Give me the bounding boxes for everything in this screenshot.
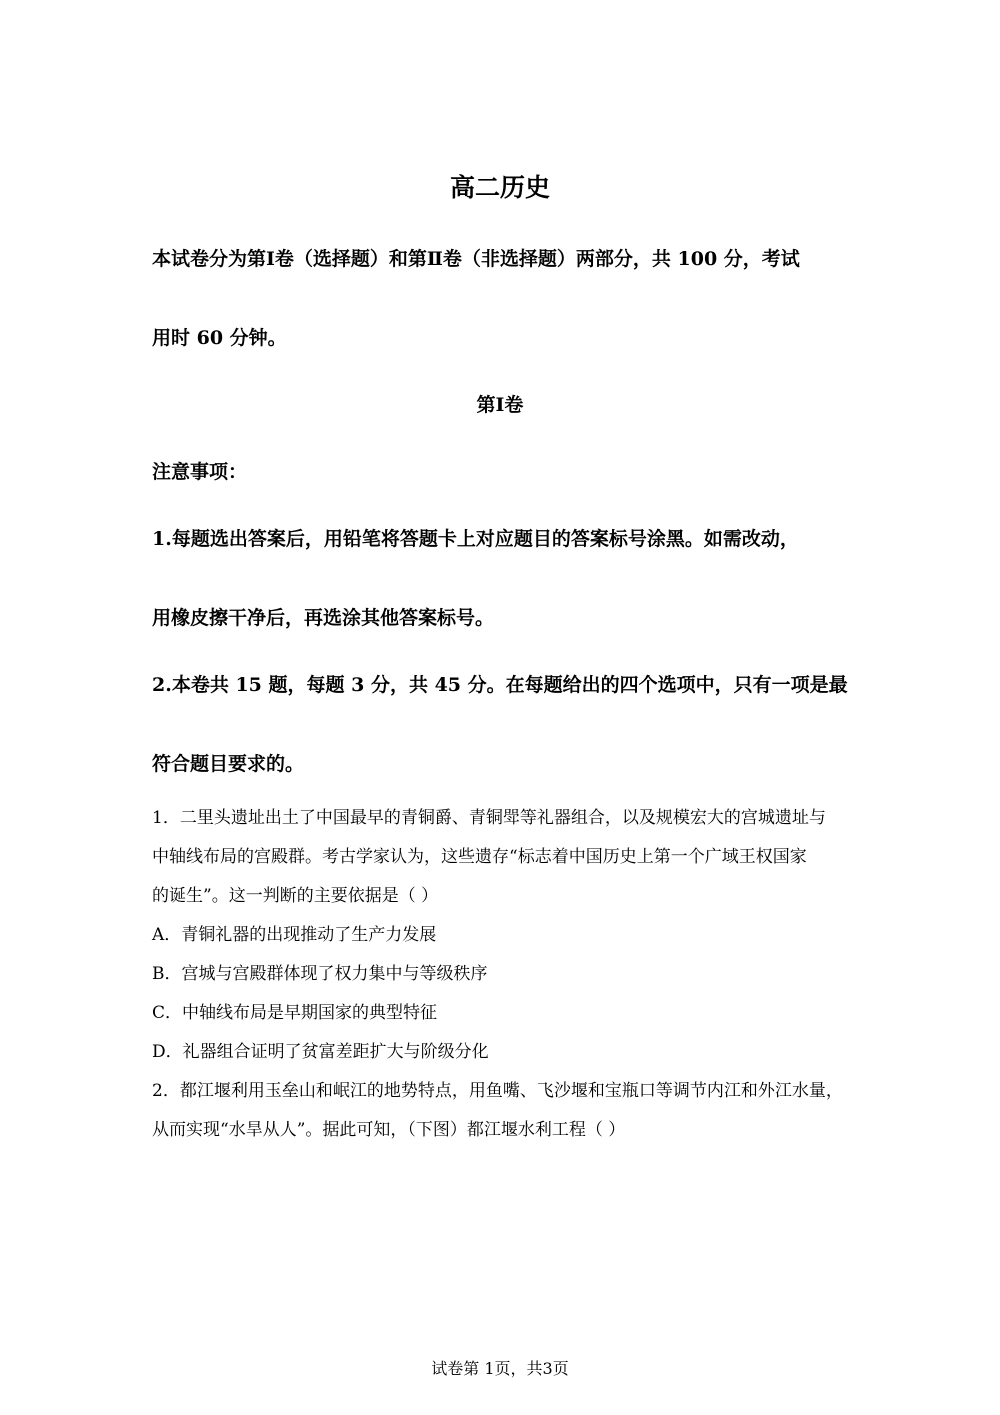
page-title: 高二历史 xyxy=(449,173,550,202)
notes-item-1-line-2: 用橡皮擦干净后，再选涂其他答案标号。 xyxy=(152,607,495,629)
intro-line-1: 本试卷分为第Ⅰ卷（选择题）和第Ⅱ卷（非选择题）两部分，共 100 分，考试 xyxy=(152,248,800,270)
page-footer: 试卷第 1页，共3页 xyxy=(431,1359,569,1378)
question-1-stem-line-3: 的诞生”。这一判断的主要依据是（ ） xyxy=(152,886,439,906)
notes-item-1-line-1: 1.每题选出答案后，用铅笔将答题卡上对应题目的答案标号涂黑。如需改动， xyxy=(152,528,799,550)
question-2-stem-line-1: 2．都江堰利用玉垒山和岷江的地势特点，用鱼嘴、飞沙堰和宝瓶口等调节内江和外江水量， xyxy=(152,1081,843,1101)
question-2-stem-line-2: 从而实现“水旱从人”。据此可知，（下图）都江堰水利工程（ ） xyxy=(152,1120,626,1140)
notes-item-2-line-2: 符合题目要求的。 xyxy=(152,753,305,775)
question-1-stem-line-1: 1．二里头遗址出土了中国最早的青铜爵、青铜斝等礼器组合，以及规模宏大的宫城遗址与 xyxy=(152,808,826,828)
intro-line-2: 用时 60 分钟。 xyxy=(152,327,287,349)
question-1-option-c: C．中轴线布局是早期国家的典型特征 xyxy=(152,1003,438,1023)
question-1-option-a: A．青铜礼器的出现推动了生产力发展 xyxy=(152,925,437,945)
notes-item-2-line-1: 2.本卷共 15 题，每题 3 分，共 45 分。在每题给出的四个选项中，只有一项是最 xyxy=(152,674,848,696)
question-1-option-d: D．礼器组合证明了贫富差距扩大与阶级分化 xyxy=(152,1042,489,1062)
question-1-stem-line-2: 中轴线布局的宫殿群。考古学家认为，这些遗存“标志着中国历史上第一个广域王权国家 xyxy=(152,847,807,867)
section-title: 第Ⅰ卷 xyxy=(476,394,524,416)
notes-heading: 注意事项： xyxy=(152,461,248,483)
question-1-option-b: B．宫城与宫殿群体现了权力集中与等级秩序 xyxy=(152,964,488,984)
